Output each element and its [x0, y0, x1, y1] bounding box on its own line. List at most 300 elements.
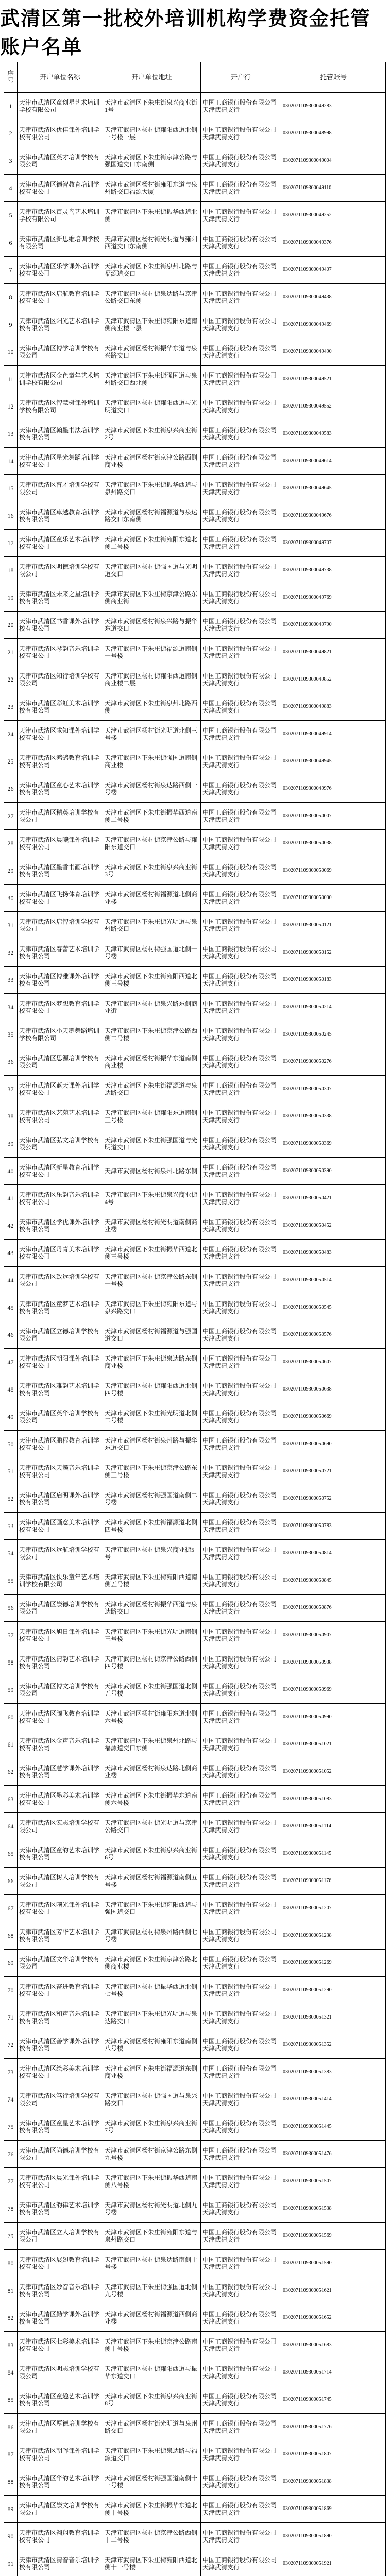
cell-unit-address: 天津市武清区下朱庄街振华西道北侧	[103, 202, 201, 229]
table-row	[4, 1076, 386, 1103]
cell-index: 77	[4, 2168, 18, 2195]
cell-unit-address: 天津市武清区下朱庄街雍阳东道南侧商业楼一层	[103, 311, 201, 338]
cell-unit-name: 天津市武清区春蕾艺术培训学校有限公司	[18, 939, 103, 967]
cell-unit-address: 天津市武清区下朱庄街泉州北路西侧	[103, 693, 201, 721]
cell-bank: 中国工商银行股份有限公司天津武清支行	[201, 1103, 281, 1130]
table-row	[4, 830, 386, 857]
cell-index: 59	[4, 1676, 18, 1704]
cell-account: 0302071109300049583	[281, 420, 386, 448]
cell-unit-name: 天津市武清区卓越教育培训学校有限公司	[18, 502, 103, 530]
table-row	[4, 1950, 386, 1977]
cell-bank: 中国工商银行股份有限公司天津武清支行	[201, 530, 281, 557]
table-row	[4, 1349, 386, 1376]
header-unit-name: 开户单位名称	[18, 62, 103, 93]
cell-account: 0302071109300049738	[281, 557, 386, 584]
table-row	[4, 1403, 386, 1431]
cell-index: 54	[4, 1540, 18, 1567]
cell-account: 0302071109300049252	[281, 202, 386, 229]
cell-account: 0302071109300051238	[281, 1922, 386, 1950]
cell-unit-address: 天津市武清区杨村街京津公路与雍阳东道交口	[103, 830, 201, 857]
cell-bank: 中国工商银行股份有限公司天津武清支行	[201, 93, 281, 120]
cell-unit-name: 天津市武清区新星教育培训学校有限公司	[18, 1158, 103, 1185]
cell-account: 0302071109300051683	[281, 2332, 386, 2359]
cell-account: 0302071109300050721	[281, 1458, 386, 1485]
cell-account: 0302071109300049004	[281, 147, 386, 175]
cell-unit-address: 天津市武清区杨村街振华西道与泉达路交口	[103, 1595, 201, 1622]
cell-index: 90	[4, 2523, 18, 2550]
cell-index: 55	[4, 1567, 18, 1595]
cell-bank: 中国工商银行股份有限公司天津武清支行	[201, 2441, 281, 2468]
cell-unit-name: 天津市武清区阳光艺术培训学校有限公司	[18, 311, 103, 338]
cell-bank: 中国工商银行股份有限公司天津武清支行	[201, 147, 281, 175]
cell-account: 0302071109300049852	[281, 666, 386, 693]
cell-bank: 中国工商银行股份有限公司天津武清支行	[201, 967, 281, 994]
cell-account: 0302071109300051869	[281, 2496, 386, 2523]
table-row	[4, 2195, 386, 2223]
cell-unit-name: 天津市武清区丹青美术培训学校有限公司	[18, 1240, 103, 1267]
cell-index: 38	[4, 1103, 18, 1130]
cell-bank: 中国工商银行股份有限公司天津武清支行	[201, 1922, 281, 1950]
cell-bank: 中国工商银行股份有限公司天津武清支行	[201, 1622, 281, 1649]
cell-account: 0302071109300051052	[281, 1758, 386, 1786]
cell-account: 0302071109300051021	[281, 1731, 386, 1758]
cell-bank: 中国工商银行股份有限公司天津武清支行	[201, 803, 281, 830]
cell-bank: 中国工商银行股份有限公司天津武清支行	[201, 939, 281, 967]
cell-bank: 中国工商银行股份有限公司天津武清支行	[201, 693, 281, 721]
cell-unit-name: 天津市武清区金声音乐培训学校有限公司	[18, 1731, 103, 1758]
cell-account: 0302071109300050369	[281, 1130, 386, 1158]
cell-unit-address: 天津市武清区下朱庄街光明道与泉州路交口	[103, 912, 201, 939]
table-row	[4, 1458, 386, 1485]
cell-index: 62	[4, 1758, 18, 1786]
cell-account: 0302071109300051838	[281, 2468, 386, 2496]
cell-account: 0302071109300049914	[281, 721, 386, 748]
cell-unit-address: 天津市武清区杨村街雍阳西道与振华东道交口	[103, 2359, 201, 2386]
table-row	[4, 338, 386, 366]
cell-account: 0302071109300050307	[281, 1076, 386, 1103]
table-row	[4, 311, 386, 338]
cell-unit-name: 天津市武清区画意美术培训学校有限公司	[18, 1513, 103, 1540]
cell-bank: 中国工商银行股份有限公司天津武清支行	[201, 2141, 281, 2168]
cell-index: 88	[4, 2468, 18, 2496]
table-row	[4, 420, 386, 448]
cell-unit-name: 天津市武清区德智教育培训学校有限公司	[18, 175, 103, 202]
cell-unit-name: 天津市武清区绘彩美术培训学校有限公司	[18, 2059, 103, 2086]
cell-unit-address: 天津市武清区下朱庄街光明道北侧二号楼	[103, 1403, 201, 1431]
cell-bank: 中国工商银行股份有限公司天津武清支行	[201, 1595, 281, 1622]
cell-unit-address: 天津市武清区杨村街强国道南侧十一号楼	[103, 2468, 201, 2496]
table-row	[4, 1758, 386, 1786]
table-row	[4, 120, 386, 147]
cell-index: 58	[4, 1649, 18, 1676]
table-row	[4, 1212, 386, 1240]
cell-unit-name: 天津市武清区童梦艺术培训学校有限公司	[18, 1294, 103, 1321]
table-row	[4, 612, 386, 639]
cell-index: 53	[4, 1513, 18, 1540]
page-title: 武清区第一批校外培训机构学费资金托管账户名单	[0, 8, 371, 58]
cell-bank: 中国工商银行股份有限公司天津武清支行	[201, 229, 281, 257]
table-row	[4, 1840, 386, 1868]
cell-bank: 中国工商银行股份有限公司天津武清支行	[201, 120, 281, 147]
cell-account: 0302071109300050276	[281, 1048, 386, 1076]
cell-bank: 中国工商银行股份有限公司天津武清支行	[201, 2386, 281, 2414]
cell-account: 0302071109300049110	[281, 175, 386, 202]
cell-unit-name: 天津市武清区学优课外培训学校有限公司	[18, 1212, 103, 1240]
table-row	[4, 2441, 386, 2468]
table-row	[4, 885, 386, 912]
cell-account: 0302071109300049707	[281, 530, 386, 557]
table-row	[4, 1103, 386, 1130]
cell-bank: 中国工商银行股份有限公司天津武清支行	[201, 1868, 281, 1895]
cell-unit-address: 天津市武清区杨村街泉州路西侧七号楼	[103, 1922, 201, 1950]
table-row	[4, 1540, 386, 1567]
cell-bank: 中国工商银行股份有限公司天津武清支行	[201, 2004, 281, 2031]
cell-account: 0302071109300049790	[281, 612, 386, 639]
cell-index: 43	[4, 1240, 18, 1267]
header-index: 序号	[4, 62, 18, 93]
cell-account: 0302071109300050545	[281, 1294, 386, 1321]
cell-account: 0302071109300049645	[281, 475, 386, 502]
cell-index: 46	[4, 1321, 18, 1349]
cell-index: 80	[4, 2250, 18, 2277]
cell-bank: 中国工商银行股份有限公司天津武清支行	[201, 1240, 281, 1267]
cell-index: 60	[4, 1704, 18, 1731]
table-row	[4, 2004, 386, 2031]
cell-unit-name: 天津市武清区明德培训学校有限公司	[18, 557, 103, 584]
cell-bank: 中国工商银行股份有限公司天津武清支行	[201, 1403, 281, 1431]
table-body	[4, 93, 386, 2576]
table-row	[4, 557, 386, 584]
cell-unit-name: 天津市武清区育才培训学校有限公司	[18, 475, 103, 502]
cell-unit-name: 天津市武清区明志培训学校有限公司	[18, 2359, 103, 2386]
cell-bank: 中国工商银行股份有限公司天津武清支行	[201, 584, 281, 612]
cell-unit-address: 天津市武清区杨村街泉州路与振华东道交口	[103, 1431, 201, 1458]
cell-bank: 中国工商银行股份有限公司天津武清支行	[201, 1540, 281, 1567]
cell-index: 1	[4, 93, 18, 120]
table-row	[4, 1595, 386, 1622]
cell-account: 0302071109300051652	[281, 2304, 386, 2332]
cell-unit-address: 天津市武清区下朱庄街福源道东侧商业楼	[103, 2059, 201, 2086]
cell-index: 73	[4, 2059, 18, 2086]
cell-account: 0302071109300050669	[281, 1403, 386, 1431]
cell-bank: 中国工商银行股份有限公司天津武清支行	[201, 1649, 281, 1676]
cell-index: 83	[4, 2332, 18, 2359]
cell-bank: 中国工商银行股份有限公司天津武清支行	[201, 284, 281, 311]
cell-bank: 中国工商银行股份有限公司天津武清支行	[201, 448, 281, 475]
cell-account: 0302071109300050607	[281, 1349, 386, 1376]
cell-account: 0302071109300049676	[281, 502, 386, 530]
cell-bank: 中国工商银行股份有限公司天津武清支行	[201, 1376, 281, 1403]
table-row	[4, 1130, 386, 1158]
cell-index: 89	[4, 2496, 18, 2523]
cell-unit-address: 天津市武清区杨村街光明道与雍阳西道交口东南侧	[103, 229, 201, 257]
cell-index: 6	[4, 229, 18, 257]
table-row	[4, 1786, 386, 1813]
cell-index: 14	[4, 448, 18, 475]
cell-account: 0302071109300050038	[281, 830, 386, 857]
cell-unit-address: 天津市武清区杨村街泉兴路东侧商业街	[103, 994, 201, 1021]
cell-account: 0302071109300050876	[281, 1595, 386, 1622]
cell-unit-address: 天津市武清区杨村街光明道与泉州路交口	[103, 2414, 201, 2441]
cell-bank: 中国工商银行股份有限公司天津武清支行	[201, 2168, 281, 2195]
table-row	[4, 994, 386, 1021]
cell-unit-address: 天津市武清区下朱庄街雍阳西道北侧三号楼	[103, 967, 201, 994]
cell-index: 13	[4, 420, 18, 448]
cell-unit-name: 天津市武清区清韵艺术培训学校有限公司	[18, 1649, 103, 1676]
cell-index: 50	[4, 1431, 18, 1458]
cell-bank: 中国工商银行股份有限公司天津武清支行	[201, 311, 281, 338]
cell-bank: 中国工商银行股份有限公司天津武清支行	[201, 2277, 281, 2304]
cell-account: 0302071109300050214	[281, 994, 386, 1021]
cell-account: 0302071109300050090	[281, 885, 386, 912]
cell-bank: 中国工商银行股份有限公司天津武清支行	[201, 1786, 281, 1813]
cell-index: 2	[4, 120, 18, 147]
cell-index: 48	[4, 1376, 18, 1403]
cell-unit-address: 天津市武清区杨村街光明道北侧三号楼	[103, 721, 201, 748]
cell-bank: 中国工商银行股份有限公司天津武清支行	[201, 1458, 281, 1485]
cell-unit-address: 天津市武清区下朱庄街振华东道南侧六号楼	[103, 1786, 201, 1813]
cell-unit-name: 天津市武清区精英培训学校有限公司	[18, 803, 103, 830]
table-row	[4, 1567, 386, 1595]
cell-account: 0302071109300051383	[281, 2059, 386, 2086]
cell-index: 82	[4, 2304, 18, 2332]
cell-unit-name: 天津市武清区梦想教育培训学校有限公司	[18, 994, 103, 1021]
header-account: 托管账号	[281, 62, 386, 93]
cell-index: 64	[4, 1813, 18, 1840]
cell-unit-address: 天津市武清区杨村街泉兴商业街5号	[103, 1540, 201, 1567]
table-row	[4, 1622, 386, 1649]
cell-index: 56	[4, 1595, 18, 1622]
cell-unit-name: 天津市武清区慧学课外培训学校有限公司	[18, 1758, 103, 1786]
cell-unit-address: 天津市武清区下朱庄街泉州北路与福源道交口东侧	[103, 1731, 201, 1758]
cell-bank: 中国工商银行股份有限公司天津武清支行	[201, 748, 281, 775]
cell-bank: 中国工商银行股份有限公司天津武清支行	[201, 202, 281, 229]
cell-unit-address: 天津市武清区下朱庄街泉达路东侧商业楼	[103, 1349, 201, 1376]
cell-index: 7	[4, 257, 18, 284]
cell-unit-name: 天津市武清区腾飞教育培训学校有限公司	[18, 1704, 103, 1731]
cell-account: 0302071109300051714	[281, 2359, 386, 2386]
cell-bank: 中国工商银行股份有限公司天津武清支行	[201, 338, 281, 366]
table-row	[4, 475, 386, 502]
cell-unit-name: 天津市武清区勤学课外培训学校有限公司	[18, 2304, 103, 2332]
cell-bank: 中国工商银行股份有限公司天津武清支行	[201, 2468, 281, 2496]
cell-index: 39	[4, 1130, 18, 1158]
cell-unit-address: 天津市武清区下朱庄街雍阳东道与泉兴路交口	[103, 1294, 201, 1321]
cell-unit-address: 天津市武清区下朱庄街振华西道北侧三号楼	[103, 1240, 201, 1267]
cell-bank: 中国工商银行股份有限公司天津武清支行	[201, 1567, 281, 1595]
cell-bank: 中国工商银行股份有限公司天津武清支行	[201, 857, 281, 885]
table-row	[4, 1376, 386, 1403]
cell-unit-name: 天津市武清区翰墨书法培训学校有限公司	[18, 420, 103, 448]
cell-bank: 中国工商银行股份有限公司天津武清支行	[201, 1321, 281, 1349]
cell-account: 0302071109300050183	[281, 967, 386, 994]
cell-index: 3	[4, 147, 18, 175]
table-row	[4, 1431, 386, 1458]
cell-index: 68	[4, 1922, 18, 1950]
table-row	[4, 1185, 386, 1212]
table-row	[4, 1021, 386, 1048]
cell-unit-address: 天津市武清区下朱庄街振华西道与泉州路交口	[103, 475, 201, 502]
cell-index: 47	[4, 1349, 18, 1376]
cell-bank: 中国工商银行股份有限公司天津武清支行	[201, 1267, 281, 1294]
cell-index: 36	[4, 1048, 18, 1076]
cell-unit-address: 天津市武清区下朱庄街京津公路与强国道交口东南侧	[103, 147, 201, 175]
cell-index: 10	[4, 338, 18, 366]
cell-unit-address: 天津市武清区下朱庄街京津公路南侧十号楼	[103, 2332, 201, 2359]
cell-unit-name: 天津市武清区弘文培训学校有限公司	[18, 1130, 103, 1158]
cell-unit-address: 天津市武清区下朱庄街振华西道南侧二号楼	[103, 803, 201, 830]
cell-account: 0302071109300050752	[281, 1485, 386, 1513]
cell-account: 0302071109300050338	[281, 1103, 386, 1130]
cell-bank: 中国工商银行股份有限公司天津武清支行	[201, 1185, 281, 1212]
cell-unit-name: 天津市武清区童创星艺术培训学校有限公司	[18, 93, 103, 120]
cell-index: 84	[4, 2359, 18, 2386]
cell-unit-address: 天津市武清区杨村街泉达路与京津公路交口东侧	[103, 284, 201, 311]
cell-unit-name: 天津市武清区彩虹美术培训学校有限公司	[18, 693, 103, 721]
cell-index: 15	[4, 475, 18, 502]
cell-unit-address: 天津市武清区下朱庄街泉兴商业街6号	[103, 1840, 201, 1868]
cell-unit-address: 天津市武清区杨村街泉州北路东侧	[103, 1158, 201, 1185]
cell-bank: 中国工商银行股份有限公司天津武清支行	[201, 2223, 281, 2250]
cell-unit-address: 天津市武清区下朱庄街泉兴商业街3号	[103, 857, 201, 885]
cell-bank: 中国工商银行股份有限公司天津武清支行	[201, 1895, 281, 1922]
cell-unit-address: 天津市武清区杨村街雍阳东道与泉州路交口福源大厦	[103, 175, 201, 202]
table-row	[4, 229, 386, 257]
table-row	[4, 530, 386, 557]
table-row	[4, 1649, 386, 1676]
cell-unit-address: 天津市武清区下朱庄街强国道南侧商业楼	[103, 748, 201, 775]
cell-bank: 中国工商银行股份有限公司天津武清支行	[201, 1158, 281, 1185]
cell-index: 87	[4, 2441, 18, 2468]
cell-bank: 中国工商银行股份有限公司天津武清支行	[201, 175, 281, 202]
cell-bank: 中国工商银行股份有限公司天津武清支行	[201, 1977, 281, 2004]
cell-account: 0302071109300051590	[281, 2250, 386, 2277]
cell-unit-name: 天津市武清区童乐艺术培训学校有限公司	[18, 530, 103, 557]
cell-unit-name: 天津市武清区晨曦课外培训学校有限公司	[18, 830, 103, 857]
cell-index: 5	[4, 202, 18, 229]
cell-account: 0302071109300049490	[281, 338, 386, 366]
cell-unit-name: 天津市武清区朝晖课外培训学校有限公司	[18, 2441, 103, 2468]
cell-unit-name: 天津市武清区妙音音乐培训学校有限公司	[18, 2277, 103, 2304]
cell-unit-address: 天津市武清区下朱庄街福源道与泉达路交口	[103, 1076, 201, 1103]
table-row	[4, 2304, 386, 2332]
cell-index: 61	[4, 1731, 18, 1758]
cell-index: 45	[4, 1294, 18, 1321]
cell-index: 9	[4, 311, 18, 338]
cell-index: 26	[4, 775, 18, 803]
cell-unit-address: 天津市武清区杨村街强国道北侧一号楼	[103, 939, 201, 967]
cell-account: 0302071109300049438	[281, 284, 386, 311]
cell-bank: 中国工商银行股份有限公司天津武清支行	[201, 2304, 281, 2332]
cell-index: 76	[4, 2141, 18, 2168]
table-row	[4, 2141, 386, 2168]
cell-unit-address: 天津市武清区杨村街福源道与泉达路交口东南侧	[103, 502, 201, 530]
table-row	[4, 721, 386, 748]
cell-bank: 中国工商银行股份有限公司天津武清支行	[201, 2031, 281, 2059]
cell-unit-name: 天津市武清区七彩美术培训学校有限公司	[18, 2332, 103, 2359]
table-row	[4, 366, 386, 393]
cell-account: 0302071109300049821	[281, 639, 386, 666]
cell-account: 0302071109300050938	[281, 1649, 386, 1676]
cell-unit-name: 天津市武清区求知课外培训学校有限公司	[18, 721, 103, 748]
cell-unit-name: 天津市武清区英华培训学校有限公司	[18, 1403, 103, 1431]
cell-unit-address: 天津市武清区杨村街京津公路东侧一号楼	[103, 1267, 201, 1294]
account-table	[4, 62, 386, 2576]
cell-bank: 中国工商银行股份有限公司天津武清支行	[201, 1513, 281, 1540]
cell-bank: 中国工商银行股份有限公司天津武清支行	[201, 830, 281, 857]
cell-unit-address: 天津市武清区下朱庄街泉州北路与福源道交口	[103, 257, 201, 284]
cell-account: 0302071109300050069	[281, 857, 386, 885]
cell-unit-name: 天津市武清区思源培训学校有限公司	[18, 1048, 103, 1076]
cell-bank: 中国工商银行股份有限公司天津武清支行	[201, 912, 281, 939]
cell-index: 86	[4, 2414, 18, 2441]
cell-index: 16	[4, 502, 18, 530]
cell-unit-address: 天津市武清区杨村街雍阳西道与光明道交口	[103, 393, 201, 420]
cell-account: 0302071109300050245	[281, 1021, 386, 1048]
cell-index: 27	[4, 803, 18, 830]
table-row	[4, 284, 386, 311]
cell-unit-name: 天津市武清区英才培训学校有限公司	[18, 147, 103, 175]
cell-unit-address: 天津市武清区下朱庄街强国道北侧九号楼	[103, 2277, 201, 2304]
cell-unit-name: 天津市武清区鸿鹄教育培训学校有限公司	[18, 748, 103, 775]
header-unit-address: 开户单位地址	[103, 62, 201, 93]
cell-index: 74	[4, 2086, 18, 2113]
cell-bank: 中国工商银行股份有限公司天津武清支行	[201, 666, 281, 693]
cell-unit-address: 天津市武清区杨村街雍阳西道南侧商业楼二层	[103, 666, 201, 693]
cell-index: 44	[4, 1267, 18, 1294]
cell-unit-name: 天津市武清区鹏程教育培训学校有限公司	[18, 1431, 103, 1458]
cell-account: 0302071109300050576	[281, 1321, 386, 1349]
cell-index: 65	[4, 1840, 18, 1868]
cell-index: 78	[4, 2195, 18, 2223]
table-row	[4, 502, 386, 530]
cell-bank: 中国工商银行股份有限公司天津武清支行	[201, 2059, 281, 2086]
cell-unit-address: 天津市武清区下朱庄街泉达路与福源道交口	[103, 2441, 201, 2468]
cell-account: 0302071109300051538	[281, 2195, 386, 2223]
cell-index: 21	[4, 639, 18, 666]
table-row	[4, 175, 386, 202]
cell-unit-name: 天津市武清区曙光课外培训学校有限公司	[18, 1895, 103, 1922]
cell-account: 0302071109300050121	[281, 912, 386, 939]
cell-index: 4	[4, 175, 18, 202]
cell-account: 0302071109300051807	[281, 2441, 386, 2468]
cell-account: 0302071109300049283	[281, 93, 386, 120]
table-row	[4, 1731, 386, 1758]
cell-unit-address: 天津市武清区杨村街泉达路南侧十号楼	[103, 2250, 201, 2277]
table-row	[4, 1977, 386, 2004]
cell-unit-address: 天津市武清区杨村街雍阳东道南侧三号楼	[103, 1103, 201, 1130]
table-row	[4, 748, 386, 775]
cell-account: 0302071109300051114	[281, 1813, 386, 1840]
cell-account: 0302071109300050845	[281, 1567, 386, 1595]
cell-bank: 中国工商银行股份有限公司天津武清支行	[201, 2250, 281, 2277]
cell-bank: 中国工商银行股份有限公司天津武清支行	[201, 721, 281, 748]
cell-unit-name: 天津市武清区新思维培训学校有限公司	[18, 229, 103, 257]
cell-index: 71	[4, 2004, 18, 2031]
cell-unit-name: 天津市武清区韵律艺术培训学校有限公司	[18, 2195, 103, 2223]
table-row	[4, 1676, 386, 1704]
cell-account: 0302071109300049945	[281, 748, 386, 775]
cell-unit-address: 天津市武清区下朱庄街雍阳西道与强国道交口	[103, 1895, 201, 1922]
cell-unit-address: 天津市武清区下朱庄街京津公路北侧商业楼	[103, 1950, 201, 1977]
table-row	[4, 93, 386, 120]
table-row	[4, 2496, 386, 2523]
cell-unit-name: 天津市武清区立德培训学校有限公司	[18, 1321, 103, 1349]
cell-unit-address: 天津市武清区杨村街京津公路西侧商业楼	[103, 448, 201, 475]
cell-account: 0302071109300051890	[281, 2523, 386, 2550]
cell-bank: 中国工商银行股份有限公司天津武清支行	[201, 639, 281, 666]
table-row	[4, 2332, 386, 2359]
